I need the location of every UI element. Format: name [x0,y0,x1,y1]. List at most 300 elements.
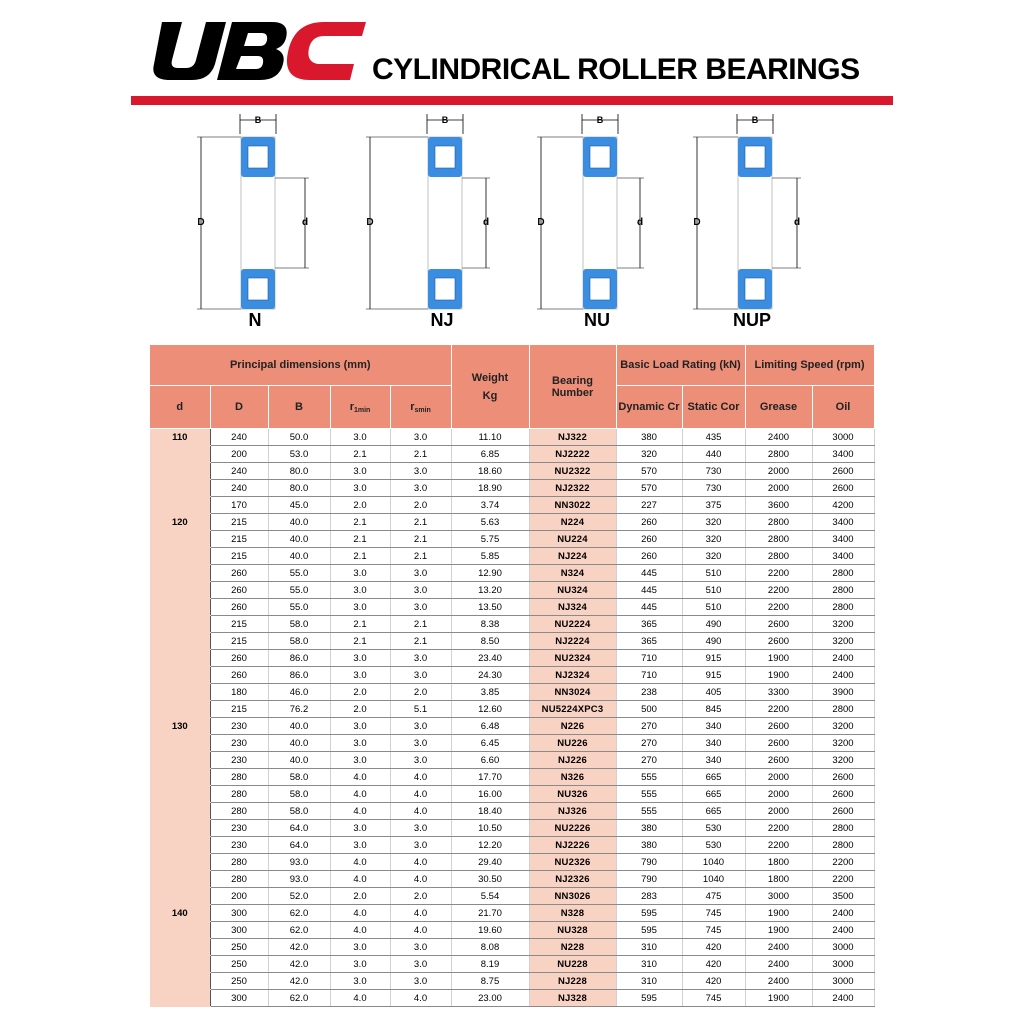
bearing-title: Bearing [552,374,593,387]
cell-r1min: 4.0 [330,905,390,922]
cell-bearing-number: NN3022 [529,497,616,514]
cell-bearing-number: NJ2322 [529,480,616,497]
cell-speed-oil: 3400 [812,531,874,548]
cell-bearing-number: NU2226 [529,820,616,837]
cell-dynamic-cr: 310 [616,973,682,990]
table-row [150,973,874,990]
cell-outer-d: 240 [210,463,268,480]
width-label-b: B [751,115,759,125]
cell-outer-d: 300 [210,905,268,922]
cell-bearing-number: N224 [529,514,616,531]
cell-speed-grease: 2200 [745,565,812,582]
cell-r1min: 2.0 [330,888,390,905]
cell-width-b: 42.0 [268,956,330,973]
cell-r1min: 3.0 [330,820,390,837]
cell-bearing-number: NU328 [529,922,616,939]
table-row [150,684,874,701]
table-row [150,752,874,769]
cell-static-cor: 440 [682,446,745,463]
cell-width-b: 58.0 [268,803,330,820]
cell-outer-d: 230 [210,820,268,837]
table-row [150,667,874,684]
cell-outer-d: 230 [210,752,268,769]
cell-static-cor: 320 [682,531,745,548]
cell-r1min: 2.1 [330,514,390,531]
cell-weight: 6.45 [451,735,529,752]
table-row [150,616,874,633]
cell-rsmin: 4.0 [390,803,451,820]
weight-title: Weight [471,371,509,384]
col-header-d-outer: D [210,386,268,429]
outer-label-d: D [366,217,374,228]
cell-speed-grease: 2600 [745,718,812,735]
cell-speed-oil: 3200 [812,633,874,650]
cell-width-b: 80.0 [268,480,330,497]
cell-speed-grease: 3600 [745,497,812,514]
col-header-oil: Oil [812,386,874,429]
table-row [150,599,874,616]
cell-weight: 16.00 [451,786,529,803]
cell-static-cor: 340 [682,735,745,752]
cell-static-cor: 405 [682,684,745,701]
cell-speed-oil: 2400 [812,990,874,1007]
cell-weight: 18.60 [451,463,529,480]
cell-speed-grease: 2000 [745,786,812,803]
cell-speed-grease: 3300 [745,684,812,701]
cell-bore-d [150,769,210,786]
cell-speed-oil: 3000 [812,956,874,973]
cell-width-b: 86.0 [268,667,330,684]
col-header-dynamic: Dynamic Cr [616,386,682,429]
cell-bore-d [150,599,210,616]
cell-weight: 8.50 [451,633,529,650]
cell-static-cor: 1040 [682,854,745,871]
table-row [150,820,874,837]
table-row [150,956,874,973]
cell-r1min: 4.0 [330,922,390,939]
cell-speed-oil: 3400 [812,446,874,463]
cell-rsmin: 4.0 [390,786,451,803]
cell-speed-oil: 2400 [812,905,874,922]
cell-static-cor: 530 [682,820,745,837]
cell-static-cor: 420 [682,973,745,990]
header-divider [131,96,893,105]
table-row [150,446,874,463]
cell-static-cor: 420 [682,939,745,956]
cell-bore-d: 110 [150,429,210,446]
cell-dynamic-cr: 595 [616,905,682,922]
cell-rsmin: 3.0 [390,718,451,735]
cell-rsmin: 2.1 [390,514,451,531]
cell-r1min: 2.0 [330,684,390,701]
cell-dynamic-cr: 380 [616,820,682,837]
cell-outer-d: 230 [210,837,268,854]
cell-dynamic-cr: 260 [616,548,682,565]
cell-width-b: 55.0 [268,582,330,599]
cell-speed-oil: 3400 [812,514,874,531]
cell-r1min: 2.0 [330,701,390,718]
bearing-spec-table [150,345,875,1007]
cell-dynamic-cr: 365 [616,616,682,633]
table-body [150,429,874,1007]
cell-bore-d [150,497,210,514]
cell-speed-grease: 2600 [745,633,812,650]
cell-bore-d [150,531,210,548]
cell-speed-grease: 2200 [745,582,812,599]
r1-subscript: 1min [353,406,371,414]
cell-outer-d: 215 [210,531,268,548]
cell-outer-d: 250 [210,939,268,956]
cell-bearing-number: NJ228 [529,973,616,990]
cell-weight: 5.85 [451,548,529,565]
cell-dynamic-cr: 555 [616,786,682,803]
cell-outer-d: 280 [210,871,268,888]
table-row [150,548,874,565]
cell-speed-grease: 1800 [745,871,812,888]
cell-weight: 3.74 [451,497,529,514]
cell-weight: 19.60 [451,922,529,939]
cell-outer-d: 215 [210,548,268,565]
cell-outer-d: 260 [210,582,268,599]
cell-width-b: 76.2 [268,701,330,718]
cell-outer-d: 250 [210,956,268,973]
bearing-title-2: Number [551,386,594,399]
cell-bearing-number: NJ326 [529,803,616,820]
table-row [150,701,874,718]
cell-rsmin: 4.0 [390,905,451,922]
cell-dynamic-cr: 270 [616,735,682,752]
cell-outer-d: 180 [210,684,268,701]
cell-bearing-number: NJ2326 [529,871,616,888]
cell-static-cor: 340 [682,718,745,735]
cell-speed-oil: 2200 [812,854,874,871]
cell-speed-grease: 2600 [745,735,812,752]
cell-rsmin: 3.0 [390,752,451,769]
cell-r1min: 3.0 [330,718,390,735]
cell-bore-d [150,973,210,990]
cell-outer-d: 280 [210,786,268,803]
cell-weight: 12.20 [451,837,529,854]
cell-weight: 8.08 [451,939,529,956]
cell-dynamic-cr: 790 [616,871,682,888]
cell-dynamic-cr: 445 [616,582,682,599]
cell-weight: 10.50 [451,820,529,837]
cell-static-cor: 665 [682,769,745,786]
cell-weight: 5.75 [451,531,529,548]
weight-header [451,345,529,429]
cell-width-b: 93.0 [268,854,330,871]
cell-bore-d [150,752,210,769]
cell-dynamic-cr: 595 [616,922,682,939]
cell-dynamic-cr: 320 [616,446,682,463]
cell-rsmin: 3.0 [390,480,451,497]
cell-outer-d: 170 [210,497,268,514]
cell-width-b: 80.0 [268,463,330,480]
cell-static-cor: 340 [682,752,745,769]
cell-r1min: 4.0 [330,786,390,803]
cell-rsmin: 3.0 [390,463,451,480]
cell-r1min: 4.0 [330,990,390,1007]
cell-weight: 13.20 [451,582,529,599]
cell-static-cor: 845 [682,701,745,718]
cell-bore-d [150,667,210,684]
cell-weight: 30.50 [451,871,529,888]
cell-weight: 6.48 [451,718,529,735]
cell-width-b: 64.0 [268,837,330,854]
cell-speed-oil: 2600 [812,803,874,820]
outer-label-d: D [197,217,205,228]
limiting-speed-header: Limiting Speed (rpm) [745,345,874,386]
cell-dynamic-cr: 283 [616,888,682,905]
cell-width-b: 52.0 [268,888,330,905]
cell-static-cor: 320 [682,548,745,565]
cell-rsmin: 3.0 [390,820,451,837]
cell-r1min: 2.1 [330,633,390,650]
cell-speed-oil: 3900 [812,684,874,701]
cell-speed-oil: 2800 [812,599,874,616]
cell-bearing-number: NJ2222 [529,446,616,463]
outer-label-d: D [537,217,545,228]
cell-dynamic-cr: 595 [616,990,682,1007]
cell-bearing-number: NJ226 [529,752,616,769]
cell-speed-oil: 3000 [812,973,874,990]
cell-speed-oil: 3400 [812,548,874,565]
col-header-grease: Grease [745,386,812,429]
cell-static-cor: 745 [682,990,745,1007]
cell-rsmin: 4.0 [390,990,451,1007]
cell-speed-oil: 3200 [812,735,874,752]
cell-weight: 23.40 [451,650,529,667]
cell-width-b: 64.0 [268,820,330,837]
cell-bore-d [150,650,210,667]
inner-label-d: d [793,217,801,228]
r1-letter: r [349,400,354,413]
cell-speed-grease: 2800 [745,514,812,531]
cell-bearing-number: N324 [529,565,616,582]
cell-speed-grease: 2000 [745,769,812,786]
cell-bore-d [150,837,210,854]
cell-bore-d [150,446,210,463]
cell-speed-grease: 1900 [745,922,812,939]
cell-outer-d: 300 [210,990,268,1007]
cell-r1min: 3.0 [330,837,390,854]
cell-rsmin: 4.0 [390,854,451,871]
cell-speed-grease: 1900 [745,650,812,667]
cell-rsmin: 3.0 [390,650,451,667]
cell-rsmin: 3.0 [390,973,451,990]
cell-dynamic-cr: 380 [616,429,682,446]
cell-static-cor: 730 [682,480,745,497]
bearing-number-header [529,345,616,429]
table-row [150,871,874,888]
cell-weight: 12.60 [451,701,529,718]
cell-speed-grease: 2400 [745,939,812,956]
cell-bore-d [150,888,210,905]
cell-width-b: 86.0 [268,650,330,667]
cell-static-cor: 1040 [682,871,745,888]
cell-r1min: 2.1 [330,531,390,548]
cell-width-b: 42.0 [268,939,330,956]
cell-width-b: 40.0 [268,531,330,548]
cell-rsmin: 2.1 [390,633,451,650]
table-row [150,633,874,650]
table-row [150,939,874,956]
cell-outer-d: 260 [210,667,268,684]
width-label-b: B [596,115,604,125]
cell-bearing-number: NU324 [529,582,616,599]
cell-speed-grease: 2200 [745,820,812,837]
cell-r1min: 2.1 [330,446,390,463]
cell-speed-oil: 2800 [812,820,874,837]
width-label-b: B [254,115,262,125]
table-row [150,905,874,922]
cell-width-b: 58.0 [268,616,330,633]
cell-bore-d: 130 [150,718,210,735]
cell-weight: 6.85 [451,446,529,463]
cell-bearing-number: NJ2226 [529,837,616,854]
cell-bearing-number: NN3026 [529,888,616,905]
cell-r1min: 3.0 [330,752,390,769]
cell-bearing-number: NJ328 [529,990,616,1007]
r2-letter: r [410,400,415,413]
cell-rsmin: 3.0 [390,582,451,599]
cell-speed-grease: 2400 [745,429,812,446]
weight-unit: Kg [482,389,498,402]
cell-speed-grease: 2400 [745,973,812,990]
cell-weight: 24.30 [451,667,529,684]
cell-bore-d [150,735,210,752]
type-label-nup: NUP [732,310,771,330]
cell-speed-oil: 3500 [812,888,874,905]
cell-static-cor: 320 [682,514,745,531]
cell-rsmin: 3.0 [390,429,451,446]
diagram-type-nup [662,112,842,337]
cell-weight: 8.19 [451,956,529,973]
cell-bearing-number: NU5224XPC3 [529,701,616,718]
cell-width-b: 46.0 [268,684,330,701]
table-row [150,837,874,854]
cell-width-b: 40.0 [268,718,330,735]
cell-bearing-number: NN3024 [529,684,616,701]
cell-bearing-number: NU228 [529,956,616,973]
cell-static-cor: 530 [682,837,745,854]
cell-r1min: 3.0 [330,650,390,667]
cell-width-b: 45.0 [268,497,330,514]
cell-bore-d [150,786,210,803]
cell-r1min: 3.0 [330,939,390,956]
cell-dynamic-cr: 710 [616,667,682,684]
cell-width-b: 40.0 [268,514,330,531]
cell-speed-oil: 3000 [812,429,874,446]
cell-bore-d [150,939,210,956]
cell-static-cor: 490 [682,633,745,650]
cell-outer-d: 230 [210,718,268,735]
cell-rsmin: 3.0 [390,735,451,752]
cell-outer-d: 280 [210,803,268,820]
cell-dynamic-cr: 570 [616,463,682,480]
table-row [150,463,874,480]
width-label-b: B [441,115,449,125]
cell-weight: 18.40 [451,803,529,820]
cell-outer-d: 215 [210,701,268,718]
r2-subscript: smin [414,406,431,414]
cell-speed-oil: 4200 [812,497,874,514]
cell-r1min: 4.0 [330,803,390,820]
cell-dynamic-cr: 270 [616,718,682,735]
cell-speed-oil: 2200 [812,871,874,888]
cell-bore-d: 140 [150,905,210,922]
cell-bore-d [150,565,210,582]
ubc-logo [148,18,370,84]
type-label-nj: NJ [430,310,454,330]
cell-dynamic-cr: 555 [616,769,682,786]
table-row [150,565,874,582]
col-header-r2 [390,386,451,429]
cell-rsmin: 4.0 [390,871,451,888]
cell-speed-grease: 2800 [745,446,812,463]
cell-width-b: 40.0 [268,735,330,752]
table-row [150,786,874,803]
cell-outer-d: 240 [210,429,268,446]
cell-weight: 8.75 [451,973,529,990]
cell-dynamic-cr: 710 [616,650,682,667]
cell-speed-oil: 3200 [812,752,874,769]
cell-r1min: 4.0 [330,871,390,888]
cell-bearing-number: N226 [529,718,616,735]
cell-bore-d [150,956,210,973]
cell-weight: 5.63 [451,514,529,531]
cell-dynamic-cr: 365 [616,633,682,650]
diagram-type-nj [352,112,532,337]
cell-bearing-number: NJ322 [529,429,616,446]
load-rating-header: Basic Load Rating (kN) [616,345,745,386]
cell-width-b: 62.0 [268,905,330,922]
cell-speed-grease: 1900 [745,905,812,922]
cell-bearing-number: NU2224 [529,616,616,633]
cell-weight: 12.90 [451,565,529,582]
cell-rsmin: 4.0 [390,922,451,939]
cell-bearing-number: NJ2224 [529,633,616,650]
cell-static-cor: 915 [682,667,745,684]
cell-outer-d: 280 [210,769,268,786]
cell-bore-d [150,480,210,497]
cell-dynamic-cr: 500 [616,701,682,718]
cell-outer-d: 250 [210,973,268,990]
cell-outer-d: 260 [210,650,268,667]
cell-bearing-number: NU2326 [529,854,616,871]
cell-speed-grease: 2200 [745,701,812,718]
cell-speed-oil: 2600 [812,463,874,480]
table-row [150,922,874,939]
cell-weight: 17.70 [451,769,529,786]
cell-weight: 5.54 [451,888,529,905]
cell-rsmin: 2.1 [390,548,451,565]
cell-dynamic-cr: 270 [616,752,682,769]
cell-static-cor: 490 [682,616,745,633]
table-row [150,429,874,446]
cell-bore-d [150,582,210,599]
cell-outer-d: 300 [210,922,268,939]
cell-bore-d [150,854,210,871]
cell-speed-oil: 2800 [812,582,874,599]
cell-width-b: 53.0 [268,446,330,463]
cell-speed-oil: 2800 [812,565,874,582]
cell-rsmin: 5.1 [390,701,451,718]
cell-weight: 11.10 [451,429,529,446]
cell-dynamic-cr: 570 [616,480,682,497]
cell-speed-oil: 3000 [812,939,874,956]
cell-outer-d: 230 [210,735,268,752]
